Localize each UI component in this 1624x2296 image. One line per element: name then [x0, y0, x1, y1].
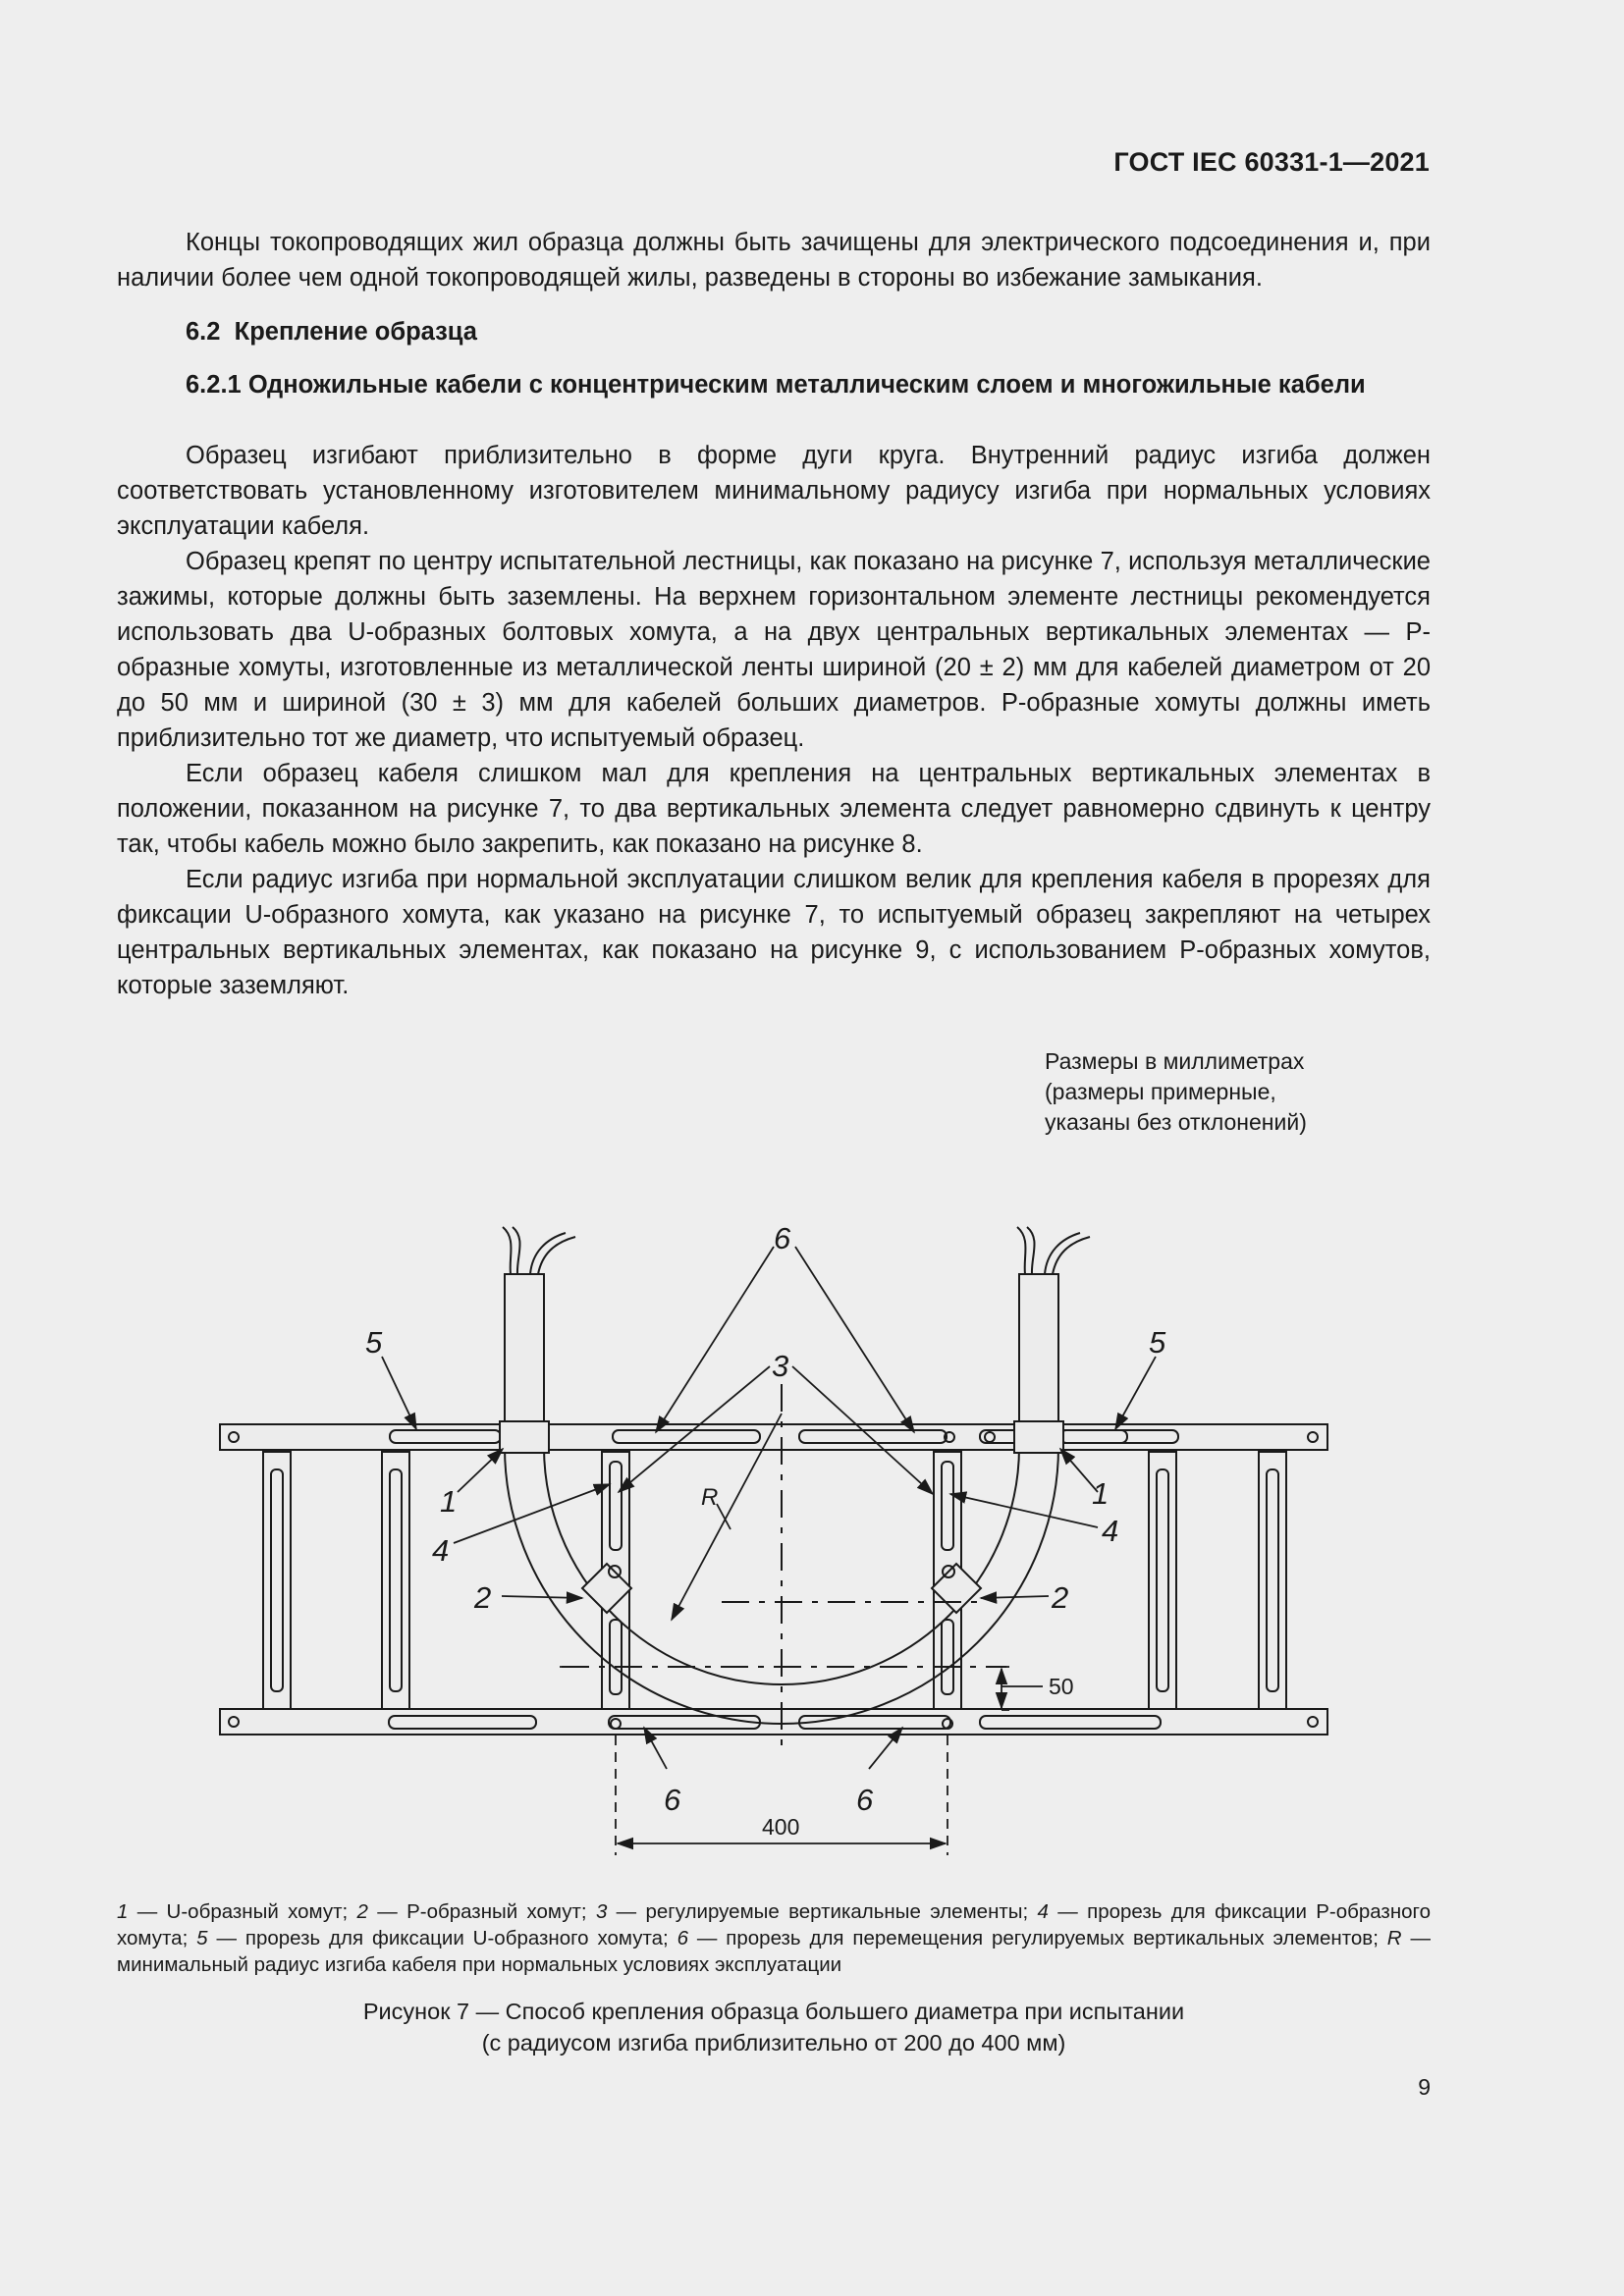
vertical-member [1259, 1452, 1286, 1709]
legend-item: 1 — U-образный хомут; [117, 1900, 349, 1923]
section-number: 6.2 [186, 318, 221, 346]
section-heading [186, 318, 477, 347]
adjustable-member-left [602, 1452, 629, 1709]
legend-item: R — минимальный радиус изгиба кабеля при нормальных условиях эксплуатации [117, 1927, 1431, 1976]
units-note: Размеры в миллиметрах (размеры примерные, указаны без отклонений) [1045, 1048, 1307, 1135]
subsection-heading [117, 367, 1431, 402]
label-1-right: 1 [1092, 1476, 1110, 1511]
vertical-member [263, 1452, 291, 1709]
top-rail [220, 1424, 1327, 1450]
label-3: 3 [772, 1349, 789, 1383]
dimension-400-label: 400 [762, 1814, 800, 1840]
caption-line-1: Рисунок 7 — Способ крепления образца большего диаметра при испытании [362, 1999, 1185, 2024]
label-6-bottom-left: 6 [664, 1783, 681, 1817]
top-slot [390, 1430, 501, 1443]
label-4-left: 4 [432, 1533, 450, 1568]
p-clamp-left [582, 1564, 631, 1613]
top-slot [799, 1430, 947, 1443]
vertical-member [382, 1452, 409, 1709]
bottom-rail [220, 1709, 1327, 1735]
top-slot [1060, 1430, 1178, 1443]
bottom-slot [980, 1716, 1161, 1729]
section-title: Крепление образца [234, 318, 477, 346]
bottom-slot [609, 1716, 760, 1729]
paragraph: Образец изгибают приблизительно в форме дуги круга. Внутренний радиус изгиба должен соответствовать установленному изготовителем минимальному радиусу изгиба при нормальных условиях эксплуатации кабеля. [117, 442, 1431, 540]
paragraph: Если образец кабеля слишком мал для крепления на центральных вертикальных элементах в положении, показанном на рисунке 7, то два вертикальных элемента следует равномерно сдвинуть к центру так, чтобы кабель можно было закрепить, как показано на рисунке 8. [117, 760, 1431, 858]
cable-arc-inner [544, 1447, 1019, 1684]
cable-end-right [1019, 1274, 1058, 1427]
label-5-right: 5 [1149, 1325, 1166, 1360]
paragraph: Если радиус изгиба при нормальной эксплуатации слишком велик для крепления кабеля в прорезях для фиксации U-образного хомута, как указано на рисунке 7, то испытуемый образец закрепляют на четырех центральных вертикальных элементах, как показано на рисунке 9, с использованием P-образных хомутов, которые заземляют. [117, 866, 1431, 999]
dimension-50-label: 50 [1049, 1674, 1074, 1699]
label-r: R [701, 1484, 719, 1511]
label-1-left: 1 [440, 1484, 458, 1519]
caption-line-2: (с радиусом изгиба приблизительно от 200 до 400 мм) [481, 2030, 1066, 2056]
body-paragraphs [117, 438, 1431, 1003]
intro-paragraph: Концы токопроводящих жил образца должны быть зачищены для электрического подсоединения и, при наличии более чем одной токопроводящей жилы, разведены в стороны во избежание замыкания. [117, 229, 1431, 292]
legend-item: 2 — P-образный хомут; [356, 1900, 587, 1923]
adjustable-member-right [934, 1452, 961, 1709]
label-6-top: 6 [774, 1221, 791, 1255]
figure-caption [117, 1996, 1431, 2058]
legend-item: 6 — прорезь для перемещения регулируемых вертикальных элементов; [677, 1927, 1379, 1949]
legend-item: 3 — регулируемые вертикальные элементы; [595, 1900, 1029, 1923]
label-6-bottom-right: 6 [856, 1783, 874, 1817]
paragraph: Образец крепят по центру испытательной лестницы, как показано на рисунке 7, используя металлические зажимы, которые должны быть заземлены. На верхнем горизонтальном элементе лестницы рекомендуется использовать два U-образных болтовых хомута, а на двух центральных вертикальных элементах — P-образные хомуты, изготовленные из металлической ленты шириной (20 ± 2) мм для кабелей диаметром от 20 до 50 мм и шириной (30 ± 3) мм для кабелей больших диаметров. P-образные хомуты должны иметь приблизительно тот же диаметр, что испытуемый образец. [117, 548, 1431, 752]
top-slot [613, 1430, 760, 1443]
subsection-title: Одножильные кабели с концентрическим металлическим слоем и многожильные кабели [247, 371, 1366, 399]
standard-code: ГОСТ IEC 60331-1—2021 [1113, 147, 1430, 177]
page-number: 9 [1418, 2074, 1431, 2100]
legend-item: 5 — прорезь для фиксации U-образного хомута; [196, 1927, 669, 1949]
bottom-slot [389, 1716, 536, 1729]
top-slot [980, 1430, 1127, 1443]
legend-item: 4 — прорезь для фиксации P-образного хомута; [117, 1900, 1431, 1949]
u-clamp-right [1014, 1421, 1063, 1453]
cable-end-left [505, 1274, 544, 1427]
label-4-right: 4 [1102, 1514, 1119, 1548]
label-2-left: 2 [474, 1580, 492, 1615]
bottom-slot [799, 1716, 950, 1729]
subsection-number: 6.2.1 [186, 371, 242, 399]
vertical-member [1149, 1452, 1176, 1709]
label-2-right: 2 [1052, 1580, 1069, 1615]
p-clamp-right [932, 1564, 981, 1613]
u-clamp-left [500, 1421, 549, 1453]
label-5-left: 5 [365, 1325, 383, 1360]
cable-arc-outer [505, 1447, 1058, 1724]
figure-legend [117, 1898, 1431, 1978]
